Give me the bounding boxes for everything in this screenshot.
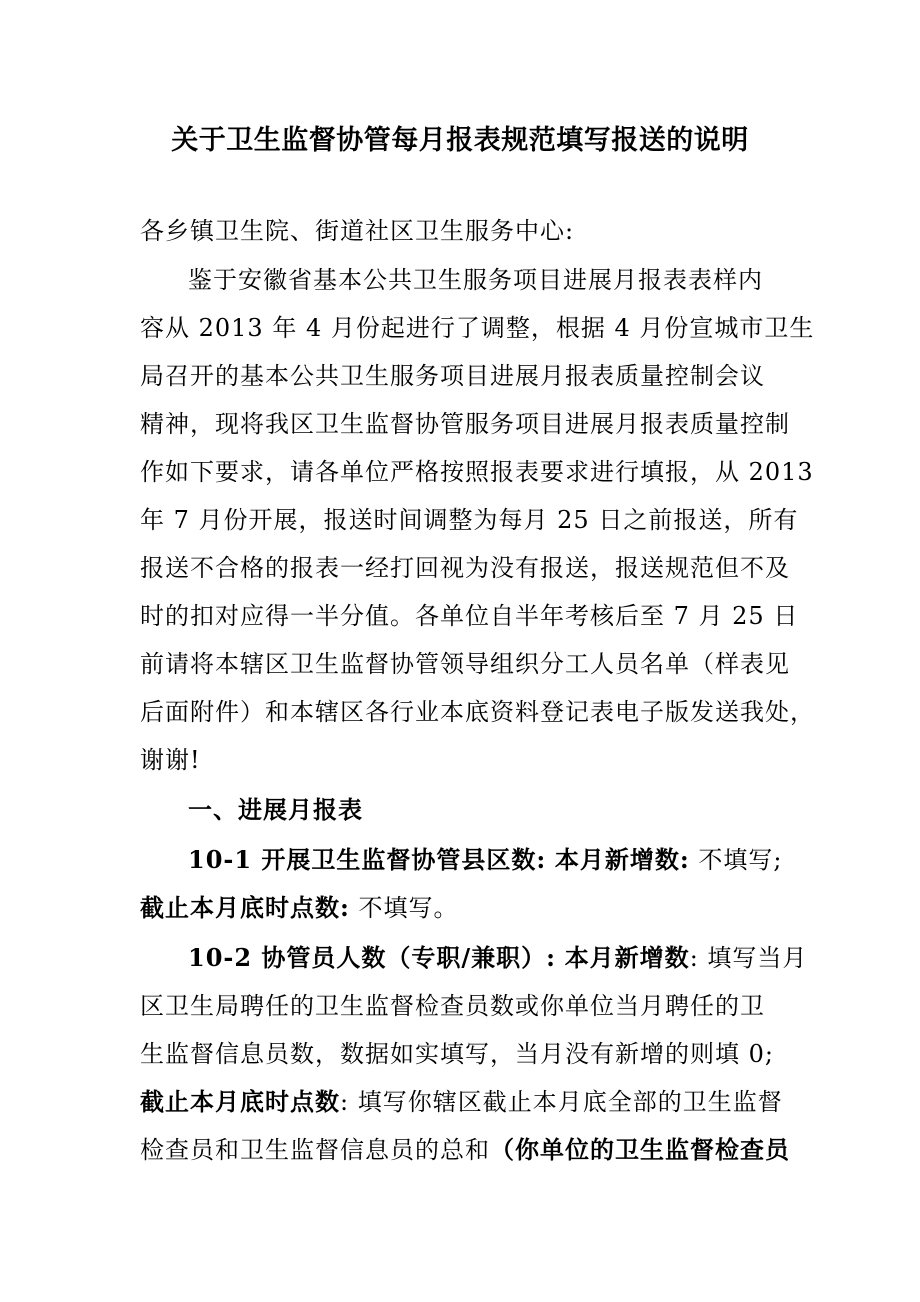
item-10-1-line (188, 845, 790, 875)
item-10-2-line (140, 1135, 790, 1165)
item-10-2-line (188, 943, 808, 973)
item-10-2-line (140, 1087, 790, 1117)
section-heading (188, 795, 790, 825)
item-10-2-line5-bold: （你单位的卫生监督检查员 (490, 1135, 790, 1164)
paragraph-line: 容从 2013 年 4 月份起进行了调整，根据 4 月份宣城市卫生 (140, 314, 815, 342)
item-10-1-new-label: 本月新增数: (554, 845, 690, 874)
paragraph-line: 精神，现将我区卫生监督协管服务项目进展月报表质量控制 (140, 410, 790, 438)
item-10-2-total-label: 截止本月底时点数 (140, 1087, 340, 1116)
item-10-2-line4-rest: : 填写你辖区截止本月底全部的卫生监督 (340, 1088, 783, 1116)
item-10-2-line: 生监督信息员数，数据如实填写，当月没有新增的则填 0; (140, 1040, 774, 1068)
paragraph-line: 作如下要求，请各单位严格按照报表要求进行填报，从 2013 (140, 458, 814, 486)
item-10-2-line1-rest: : 填写当月 (689, 944, 808, 972)
paragraph-line: 鉴于安徽省基本公共卫生服务项目进展月报表表样内 (188, 266, 763, 294)
item-10-2-line5-normal: 检查员和卫生监督信息员的总和 (140, 1136, 490, 1164)
item-10-2-label: 10-2 协管员人数（专职/兼职）: (188, 943, 557, 972)
item-10-1-label: 10-1 开展卫生监督协管县区数: (188, 845, 547, 874)
item-10-2-new-label: 本月新增数 (564, 943, 690, 972)
paragraph-line: 前请将本辖区卫生监督协管领导组织分工人员名单（样表见 (140, 650, 790, 678)
paragraph-line: 报送不合格的报表一经打回视为没有报送，报送规范但不及 (140, 554, 790, 582)
section-heading-text: 一、进展月报表 (188, 795, 363, 824)
item-10-2-line: 区卫生局聘任的卫生监督检查员数或你单位当月聘任的卫 (140, 992, 765, 1020)
item-10-1-total-label: 截止本月底时点数: (140, 893, 350, 922)
paragraph-line: 后面附件）和本辖区各行业本底资料登记表电子版发送我处， (140, 698, 815, 726)
item-10-1-new-value: 不填写; (698, 846, 783, 874)
item-10-1-line (140, 893, 790, 923)
paragraph-line: 年 7 月份开展，报送时间调整为每月 25 日之前报送，所有 (140, 506, 799, 534)
paragraph-line: 局召开的基本公共卫生服务项目进展月报表质量控制会议 (140, 362, 765, 390)
paragraph-line: 谢谢! (140, 746, 201, 774)
item-10-1-total-value: 不填写。 (358, 894, 459, 922)
document-title: 关于卫生监督协管每月报表规范填写报送的说明 (171, 125, 749, 156)
salutation: 各乡镇卫生院、街道社区卫生服务中心: (140, 217, 575, 245)
paragraph-line: 时的扣对应得一半分值。各单位自半年考核后至 7 月 25 日 (140, 602, 799, 630)
